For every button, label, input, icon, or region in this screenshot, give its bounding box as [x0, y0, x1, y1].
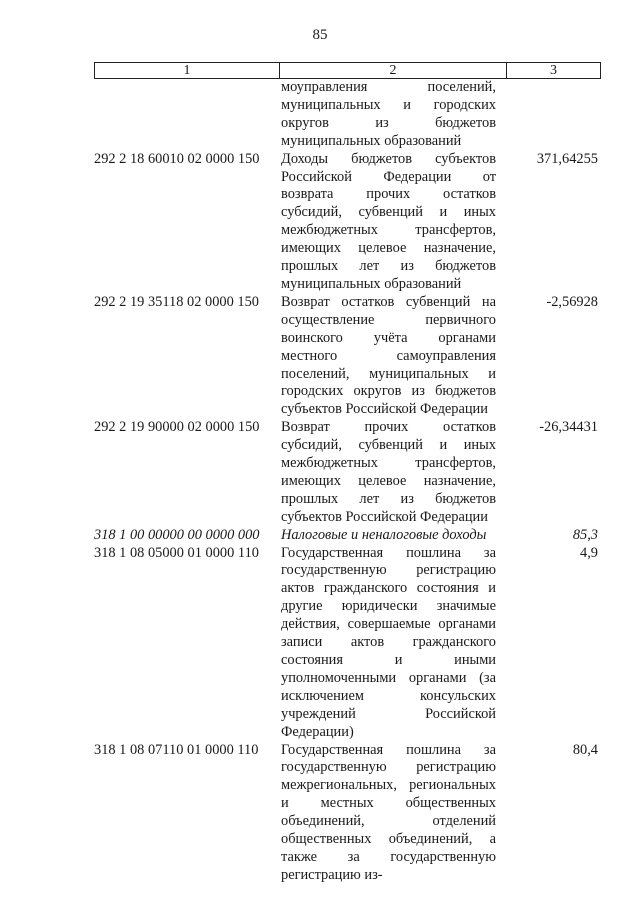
table-row	[94, 151, 604, 294]
table-row	[94, 742, 604, 885]
row-code: 318 1 00 00000 00 0000 000	[94, 526, 260, 543]
row-description: Доходы бюджетов субъектов Российской Федерации от возврата прочих остатков субсидий, субвенций и иных межбюджетных трансфертов, имеющих целевое назначение, прошлых лет из бюджетов муниципальных образований	[281, 150, 496, 292]
row-description: моуправления поселений, муниципальных и городских округов из бюджетов муниципальных образований	[281, 79, 496, 149]
row-amount: -26,34431	[539, 419, 598, 436]
row-code: 318 1 08 07110 01 0000 110	[94, 741, 259, 758]
table-row-section	[94, 527, 604, 545]
page-number: 85	[312, 27, 328, 43]
table-row	[94, 545, 604, 742]
row-amount: 80,4	[572, 741, 598, 758]
column-header-2: 2	[280, 63, 507, 78]
row-amount: 4,9	[580, 544, 598, 561]
row-description: Налоговые и неналоговые доходы	[281, 526, 487, 543]
row-code: 292 2 19 90000 02 0000 150	[94, 419, 260, 436]
row-amount: 371,64255	[536, 150, 598, 167]
table-row	[94, 419, 604, 526]
row-description: Государственная пошлина за государственную регистрацию актов гражданского состояния и другие юридически значимые действия, совершаемые органами записи актов гражданского состояния и иными уполномоченными органами (за исключением консульских учреждений Российской Федерации)	[281, 544, 496, 740]
row-description: Возврат прочих остатков субсидий, субвенций и иных межбюджетных трансфертов, имеющих целевое назначение, прошлых лет из бюджетов субъектов Российской Федерации	[281, 419, 496, 525]
budget-table-body	[94, 79, 604, 885]
row-description: Возврат остатков субвенций на осуществление первичного воинского учёта органами местного самоуправления поселений, муниципальных и городских округов из бюджетов субъектов Российской Федерации	[281, 293, 496, 418]
row-amount: -2,56928	[546, 293, 598, 310]
row-amount	[496, 79, 604, 151]
row-description: Государственная пошлина за государственную регистрацию межрегиональных, региональных и местных общественных объединений, отделений общественных объединений, а также за государственную регистрацию из-	[281, 741, 496, 883]
table-column-header	[94, 62, 601, 79]
row-amount: 85,3	[572, 526, 598, 543]
row-code: 292 2 19 35118 02 0000 150	[94, 293, 259, 310]
row-code: 292 2 18 60010 02 0000 150	[94, 150, 260, 167]
table-row	[94, 79, 604, 151]
column-header-1: 1	[95, 63, 280, 78]
column-header-3: 3	[550, 62, 557, 78]
row-code	[94, 79, 281, 151]
table-row	[94, 294, 604, 419]
row-code: 318 1 08 05000 01 0000 110	[94, 544, 259, 561]
